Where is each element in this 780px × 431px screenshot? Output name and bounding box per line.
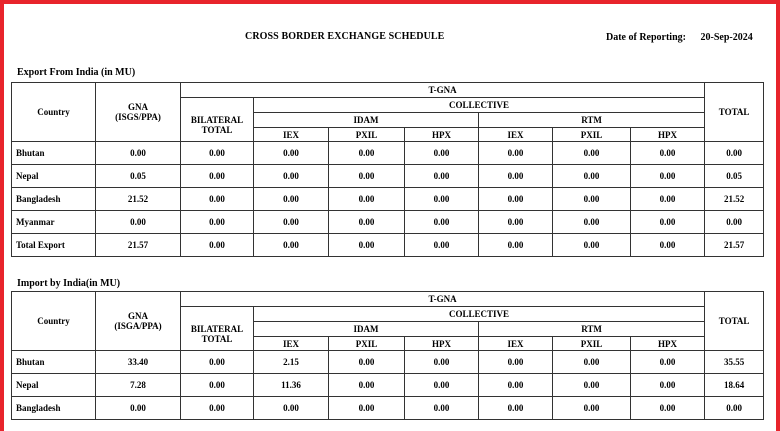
- bilateral-header: [181, 98, 254, 142]
- value-cell: 21.57: [96, 234, 181, 257]
- tgna-header: T-GNA: [181, 83, 705, 98]
- country-header: Country: [12, 292, 96, 351]
- value-cell: 0.00: [479, 188, 553, 211]
- value-cell: 0.00: [405, 374, 479, 397]
- country-cell: Total Export: [12, 234, 96, 257]
- rtm-iex-header: IEX: [479, 337, 553, 351]
- value-cell: 7.28: [96, 374, 181, 397]
- value-cell: 0.00: [705, 142, 764, 165]
- country-cell: Bangladesh: [12, 188, 96, 211]
- rtm-header: RTM: [479, 322, 705, 337]
- rtm-hpx-header: HPX: [631, 128, 705, 142]
- value-cell: 0.00: [631, 188, 705, 211]
- value-cell: 0.00: [553, 142, 631, 165]
- value-cell: 0.00: [254, 397, 329, 420]
- gna-sublabel: (ISGA/PPA): [114, 321, 162, 331]
- value-cell: 0.00: [631, 211, 705, 234]
- export-section-title: Export From India (in MU): [17, 67, 136, 78]
- total-header: TOTAL: [705, 83, 764, 142]
- value-cell: 0.00: [479, 165, 553, 188]
- value-cell: 0.00: [405, 188, 479, 211]
- value-cell: 0.00: [553, 351, 631, 374]
- value-cell: 0.00: [254, 188, 329, 211]
- rtm-hpx-header: HPX: [631, 337, 705, 351]
- value-cell: 0.00: [181, 142, 254, 165]
- gna-label: GNA: [128, 311, 148, 321]
- value-cell: 0.00: [329, 188, 405, 211]
- value-cell: 0.00: [479, 351, 553, 374]
- idam-iex-header: IEX: [254, 337, 329, 351]
- value-cell: 0.00: [479, 234, 553, 257]
- value-cell: 0.00: [181, 374, 254, 397]
- value-cell: 11.36: [254, 374, 329, 397]
- collective-header: COLLECTIVE: [254, 98, 705, 113]
- value-cell: 0.00: [631, 397, 705, 420]
- value-cell: 0.00: [254, 165, 329, 188]
- country-cell: Bhutan: [12, 351, 96, 374]
- value-cell: 0.00: [705, 211, 764, 234]
- value-cell: 0.00: [181, 234, 254, 257]
- idam-header: IDAM: [254, 113, 479, 128]
- value-cell: 0.00: [405, 142, 479, 165]
- table-row: [12, 397, 764, 420]
- value-cell: 0.00: [405, 397, 479, 420]
- country-cell: Nepal: [12, 374, 96, 397]
- value-cell: 0.00: [329, 211, 405, 234]
- idam-pxil-header: PXIL: [329, 337, 405, 351]
- value-cell: 0.00: [631, 351, 705, 374]
- value-cell: 0.05: [705, 165, 764, 188]
- table-row: [12, 234, 764, 257]
- value-cell: 0.00: [631, 142, 705, 165]
- value-cell: 18.64: [705, 374, 764, 397]
- country-cell: Nepal: [12, 165, 96, 188]
- bilateral-label: BILATERAL: [190, 114, 244, 125]
- rtm-pxil-header: PXIL: [553, 128, 631, 142]
- value-cell: 0.00: [96, 211, 181, 234]
- table-row: [12, 211, 764, 234]
- export-table: [11, 82, 764, 257]
- value-cell: 0.00: [181, 165, 254, 188]
- value-cell: 33.40: [96, 351, 181, 374]
- value-cell: 0.00: [254, 234, 329, 257]
- value-cell: 0.00: [479, 374, 553, 397]
- value-cell: 0.00: [553, 234, 631, 257]
- gna-sublabel: (ISGS/PPA): [115, 112, 161, 122]
- value-cell: 0.00: [181, 211, 254, 234]
- value-cell: 2.15: [254, 351, 329, 374]
- idam-header: IDAM: [254, 322, 479, 337]
- value-cell: 0.00: [405, 351, 479, 374]
- table-row: [12, 165, 764, 188]
- value-cell: 0.00: [631, 165, 705, 188]
- value-cell: 0.05: [96, 165, 181, 188]
- value-cell: 0.00: [553, 374, 631, 397]
- reporting-date-label: Date of Reporting:: [606, 32, 686, 43]
- value-cell: 0.00: [405, 234, 479, 257]
- value-cell: 0.00: [96, 397, 181, 420]
- rtm-pxil-header: PXIL: [553, 337, 631, 351]
- value-cell: 0.00: [631, 234, 705, 257]
- rtm-iex-header: IEX: [479, 128, 553, 142]
- table-row: [12, 374, 764, 397]
- country-cell: Myanmar: [12, 211, 96, 234]
- bilateral-total-label: TOTAL: [201, 333, 233, 344]
- bilateral-header: [181, 307, 254, 351]
- reporting-date-value: 20-Sep-2024: [700, 32, 753, 43]
- value-cell: 0.00: [329, 142, 405, 165]
- value-cell: 0.00: [181, 397, 254, 420]
- value-cell: 0.00: [553, 397, 631, 420]
- value-cell: 0.00: [181, 351, 254, 374]
- table-row: [12, 142, 764, 165]
- value-cell: 0.00: [479, 142, 553, 165]
- value-cell: 0.00: [254, 211, 329, 234]
- gna-header: [96, 292, 181, 351]
- gna-header: [96, 83, 181, 142]
- value-cell: 0.00: [329, 397, 405, 420]
- import-section-title: Import by India(in MU): [17, 278, 121, 289]
- value-cell: 0.00: [181, 188, 254, 211]
- reporting-date: [606, 32, 753, 43]
- value-cell: 21.52: [705, 188, 764, 211]
- value-cell: 0.00: [479, 397, 553, 420]
- collective-header: COLLECTIVE: [254, 307, 705, 322]
- value-cell: 0.00: [705, 397, 764, 420]
- value-cell: 0.00: [405, 165, 479, 188]
- country-header: Country: [12, 83, 96, 142]
- bilateral-total-label: TOTAL: [201, 124, 233, 135]
- country-cell: Bhutan: [12, 142, 96, 165]
- value-cell: 35.55: [705, 351, 764, 374]
- value-cell: 0.00: [553, 211, 631, 234]
- rtm-header: RTM: [479, 113, 705, 128]
- value-cell: 0.00: [329, 165, 405, 188]
- table-row: [12, 351, 764, 374]
- idam-iex-header: IEX: [254, 128, 329, 142]
- idam-hpx-header: HPX: [405, 128, 479, 142]
- page-title: CROSS BORDER EXCHANGE SCHEDULE: [245, 31, 445, 42]
- total-header: TOTAL: [705, 292, 764, 351]
- value-cell: 0.00: [329, 351, 405, 374]
- country-cell: Bangladesh: [12, 397, 96, 420]
- value-cell: 0.00: [553, 188, 631, 211]
- bilateral-label: BILATERAL: [190, 323, 244, 334]
- value-cell: 0.00: [631, 374, 705, 397]
- value-cell: 0.00: [329, 374, 405, 397]
- import-table: [11, 291, 764, 420]
- value-cell: 0.00: [329, 234, 405, 257]
- value-cell: 0.00: [96, 142, 181, 165]
- value-cell: 21.57: [705, 234, 764, 257]
- tgna-header: T-GNA: [181, 292, 705, 307]
- idam-hpx-header: HPX: [405, 337, 479, 351]
- value-cell: 0.00: [553, 165, 631, 188]
- table-row: [12, 188, 764, 211]
- value-cell: 0.00: [254, 142, 329, 165]
- gna-label: GNA: [128, 102, 148, 112]
- value-cell: 0.00: [479, 211, 553, 234]
- idam-pxil-header: PXIL: [329, 128, 405, 142]
- value-cell: 21.52: [96, 188, 181, 211]
- value-cell: 0.00: [405, 211, 479, 234]
